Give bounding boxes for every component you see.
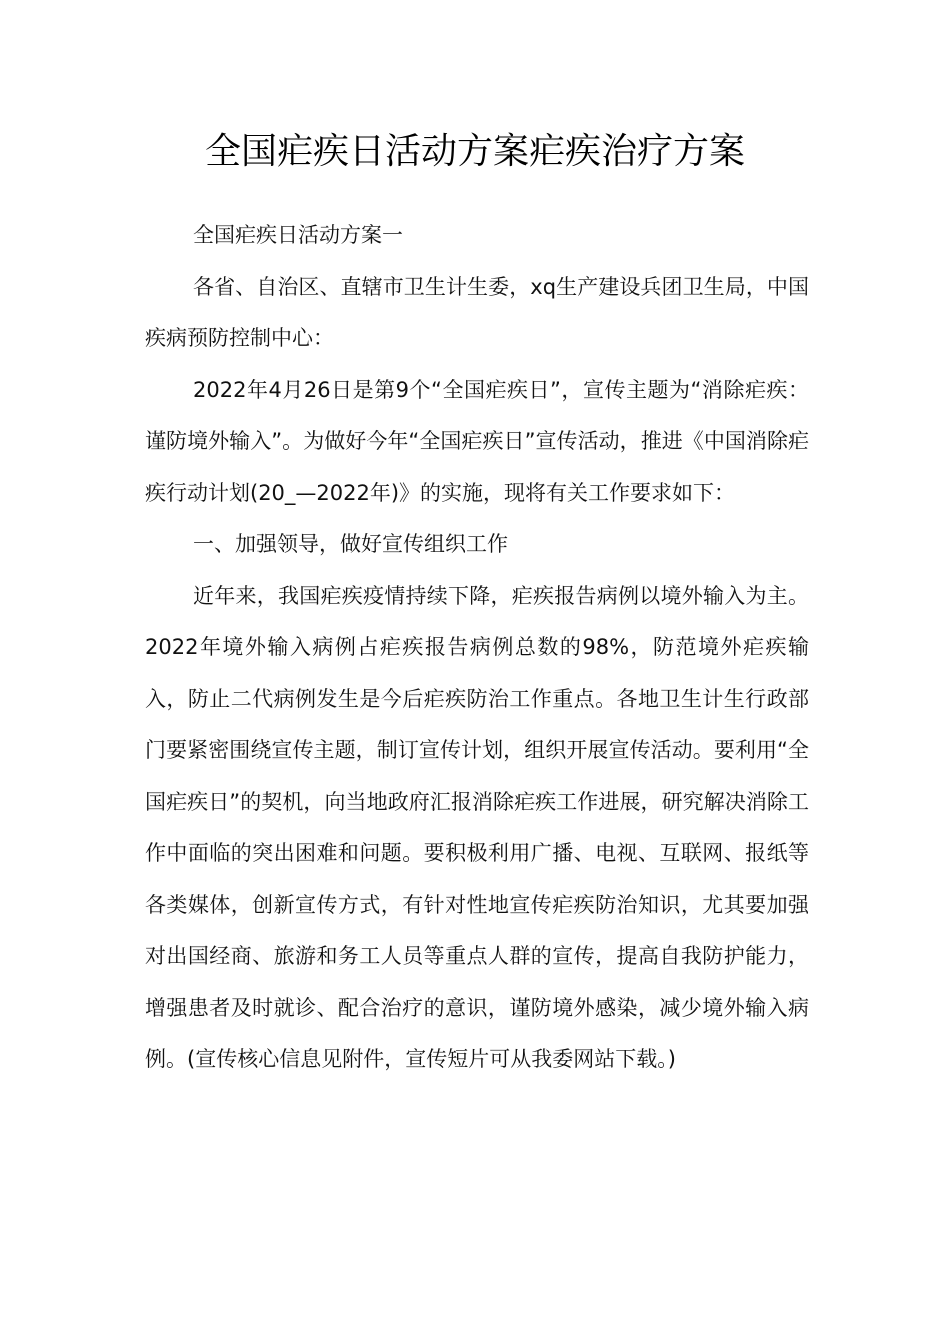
paragraph-section-body: 近年来，我国疟疾疫情持续下降，疟疾报告病例以境外输入为主。2022年境外输入病例占疟疾报告病例总数的98%，防范境外疟疾输入，防止二代病例发生是今后疟疾防治工作重点。各地卫生计生行政部门要紧密围绕宣传主题，制订宣传计划，组织开展宣传活动。要利用“全国疟疾日”的契机，向当地政府汇报消除疟疾工作进展，研究解决消除工作中面临的突出困难和问题。要积极利用广播、电视、互联网、报纸等各类媒体，创新宣传方式，有针对性地宣传疟疾防治知识，尤其要加强对出国经商、旅游和务工人员等重点人群的宣传，提高自我防护能力，增强患者及时就诊、配合治疗的意识，谨防境外感染，减少境外输入病例。(宣传核心信息见附件，宣传短片可从我委网站下载。) <box>145 583 809 1071</box>
paragraph-plan-heading: 全国疟疾日活动方案一 <box>193 223 403 247</box>
paragraph-section-heading: 一、加强领导，做好宣传组织工作 <box>193 532 508 556</box>
paragraph-addressees: 各省、自治区、直辖市卫生计生委，xq生产建设兵团卫生局，中国疾病预防控制中心： <box>145 274 809 350</box>
document-title: 全国疟疾日活动方案疟疾治疗方案 <box>204 131 745 173</box>
paragraph-introduction: 2022年4月26日是第9个“全国疟疾日”，宣传主题为“消除疟疾：谨防境外输入”。为做好今年“全国疟疾日”宣传活动，推进《中国消除疟疾行动计划(20_—2022年)》的实施，现将有关工作要求如下： <box>145 377 809 505</box>
document-body <box>145 210 809 1086</box>
